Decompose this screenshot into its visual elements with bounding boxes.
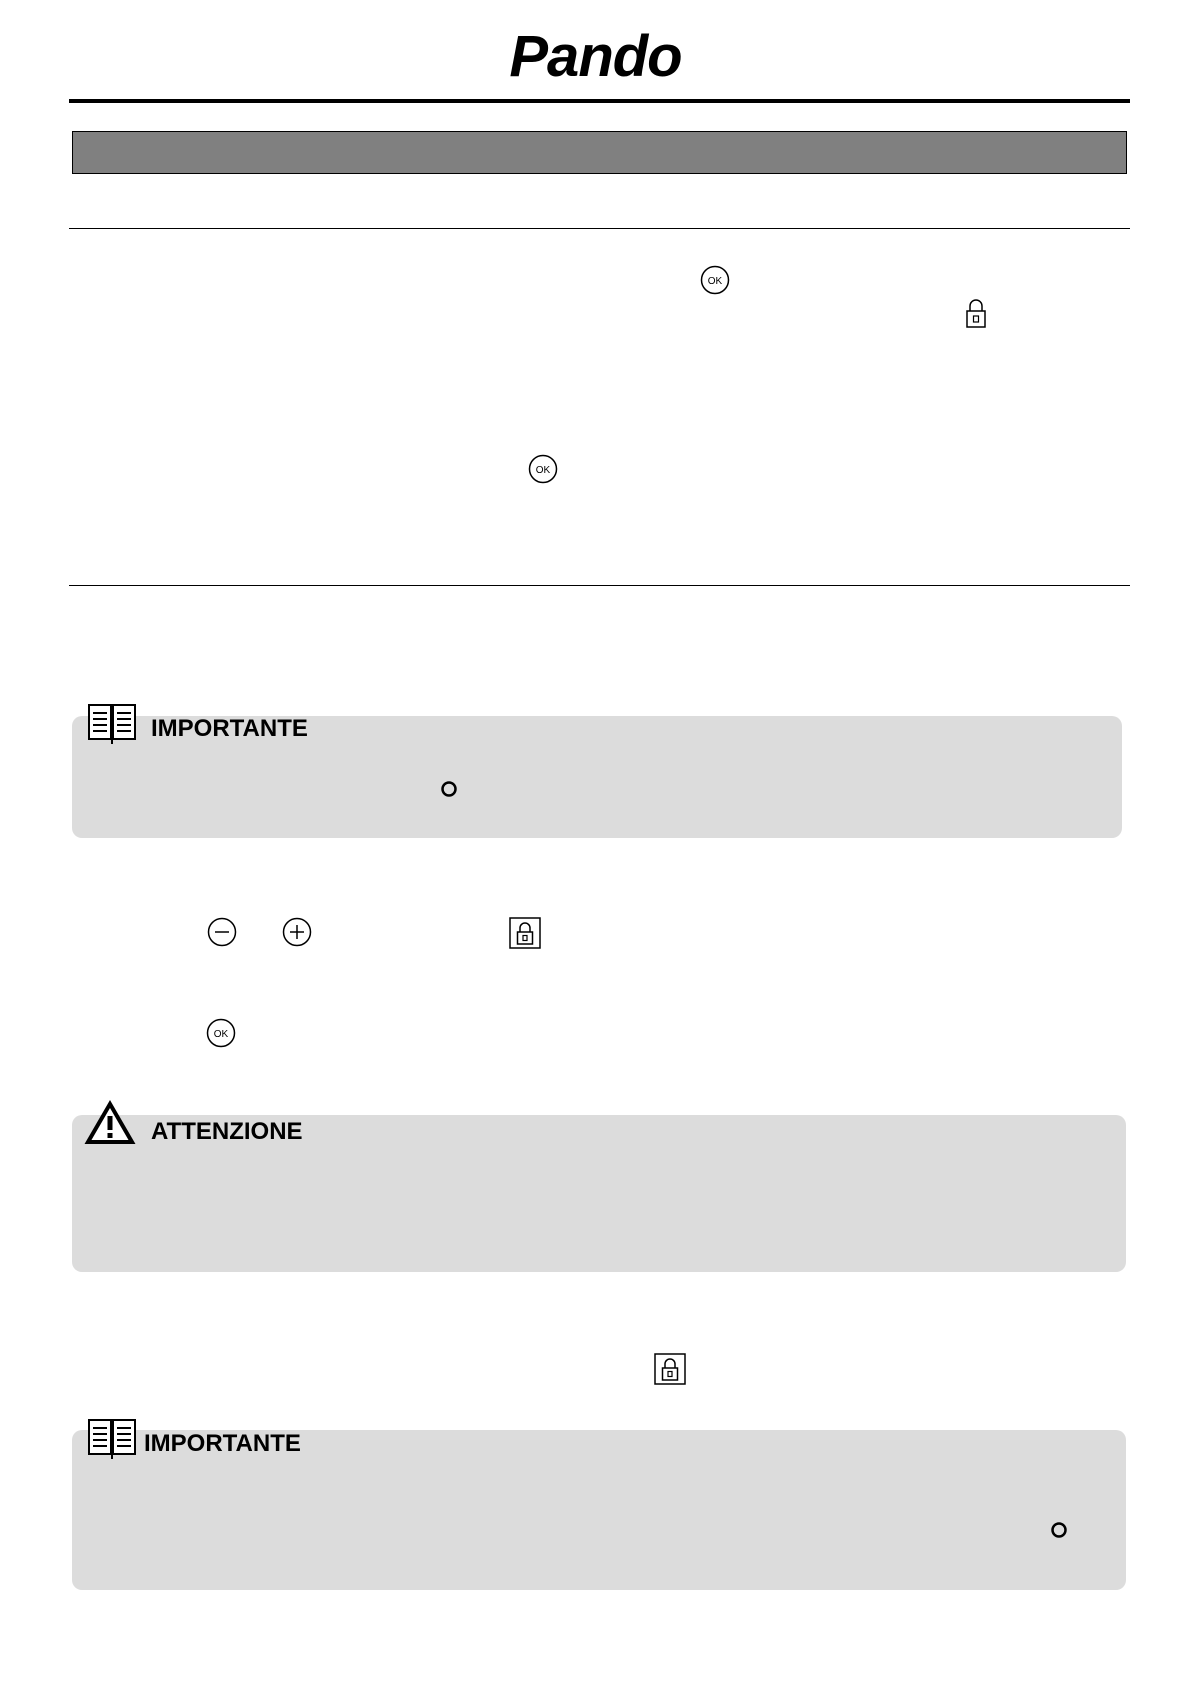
svg-text:OK: OK xyxy=(535,465,551,476)
section-divider xyxy=(69,585,1130,586)
padlock-boxed-icon xyxy=(654,1353,686,1385)
manual-book-icon xyxy=(87,703,137,745)
svg-text:OK: OK xyxy=(213,1029,229,1040)
important-note-title: IMPORTANTE xyxy=(151,715,308,742)
section-title-bar xyxy=(72,131,1127,174)
ok-button-icon xyxy=(206,1018,236,1048)
warning-triangle-icon xyxy=(84,1100,136,1146)
ring-indicator-icon xyxy=(440,780,458,798)
svg-text:OK: OK xyxy=(707,276,723,287)
ok-button-icon xyxy=(528,454,558,484)
important-note-title: IMPORTANTE xyxy=(144,1430,301,1457)
padlock-icon xyxy=(965,297,987,329)
section-divider xyxy=(69,228,1130,229)
plus-button-icon xyxy=(282,917,312,947)
padlock-boxed-icon xyxy=(509,917,541,949)
manual-book-icon xyxy=(87,1418,137,1460)
ring-indicator-icon xyxy=(1050,1521,1068,1539)
header-rule xyxy=(69,99,1130,103)
warning-note-title: ATTENZIONE xyxy=(151,1118,303,1145)
ok-button-icon xyxy=(700,265,730,295)
brand-logo: Pando xyxy=(509,24,682,89)
minus-button-icon xyxy=(207,917,237,947)
